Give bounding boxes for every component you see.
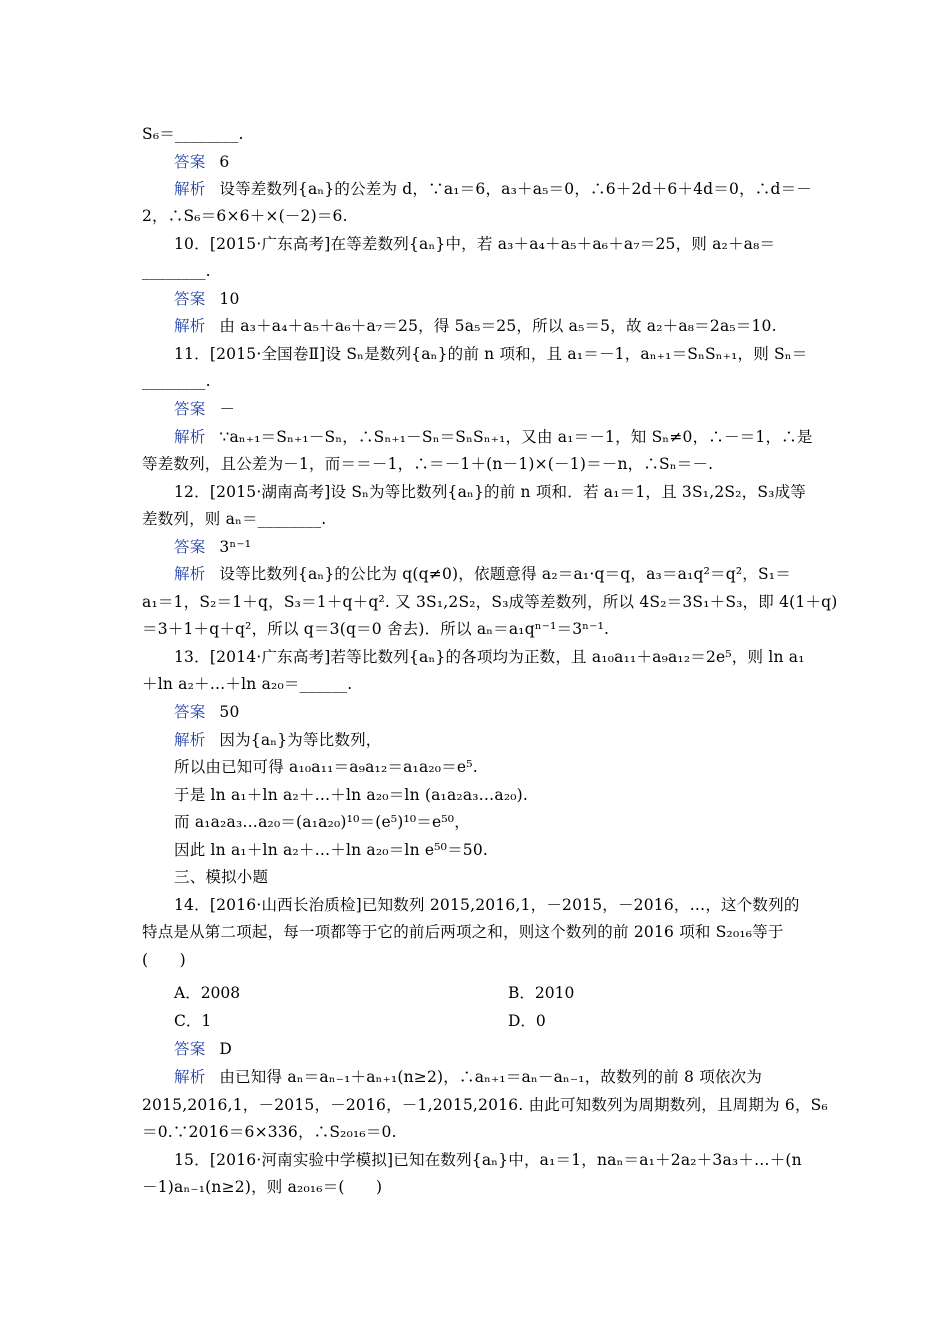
- text-line: [174, 175, 814, 203]
- text-line: [142, 1091, 828, 1119]
- text-line: [174, 781, 814, 809]
- line-text: 而 a₁a₂a₃…a₂₀＝(a₁a₂₀)¹⁰＝(e⁵)¹⁰＝e⁵⁰，: [174, 813, 470, 831]
- line-text: S₆＝________.: [142, 125, 244, 143]
- text-line: [174, 726, 814, 754]
- answer-label: 答案: [174, 153, 206, 171]
- answer-label: 答案: [174, 538, 206, 556]
- text-line: [174, 698, 814, 726]
- line-text: 于是 ln a₁＋ln a₂＋…＋ln a₂₀＝ln (a₁a₂a₃…a₂₀).: [174, 786, 529, 804]
- line-text: 因为{aₙ}为等比数列，: [219, 731, 382, 749]
- line-text: 由 a₃＋a₄＋a₅＋a₆＋a₇＝25，得 5a₅＝25，所以 a₅＝5，故 a₂＋a₈＝2a₅＝10.: [219, 317, 777, 335]
- text-line: [174, 423, 814, 451]
- text-line: [174, 478, 814, 506]
- line-text: 特点是从第二项起，每一项都等于它的前后两项之和，则这个数列的前 2016 项和 S₂₀₁₆等于: [142, 923, 784, 941]
- line-text: ＋ln a₂＋…＋ln a₂₀＝______.: [142, 675, 353, 693]
- text-line: [142, 1118, 812, 1146]
- answer-label: 答案: [174, 400, 206, 418]
- analysis-label: 解析: [174, 565, 206, 583]
- answer-label: 答案: [174, 290, 206, 308]
- line-text: ________.: [142, 372, 211, 390]
- analysis-label: 解析: [174, 180, 206, 198]
- line-text: 因此 ln a₁＋ln a₂＋…＋ln a₂₀＝ln e⁵⁰＝50.: [174, 841, 489, 859]
- text-line: [142, 257, 812, 285]
- text-line: [142, 615, 812, 643]
- text-line: [174, 533, 814, 561]
- line-text: ( ): [142, 951, 186, 969]
- text-line: [142, 1173, 812, 1201]
- line-text: 三、模拟小题: [174, 868, 269, 886]
- line-text: ＝3＋1＋q＋q²，所以 q＝3(q＝0 舍去)．所以 aₙ＝a₁qⁿ⁻¹＝3ⁿ⁻¹.: [142, 620, 610, 638]
- line-text: 13．[2014·广东高考]若等比数列{aₙ}的各项均为正数，且 a₁₀a₁₁＋a₉a₁₂＝2e⁵，则 ln a₁: [174, 648, 805, 666]
- line-text: ________.: [142, 262, 211, 280]
- text-line: [142, 367, 812, 395]
- text-line: [174, 1063, 814, 1091]
- line-text: 设等差数列{aₙ}的公差为 d，∵a₁＝6，a₃＋a₅＝0，∴6＋2d＋6＋4d＝0，∴d＝－: [219, 180, 812, 198]
- line-text: 50: [219, 703, 240, 721]
- choice-a: A．2008: [174, 984, 241, 1002]
- line-text: 差数列，则 aₙ＝________.: [142, 510, 327, 528]
- line-text: 6: [219, 153, 230, 171]
- text-line: [174, 863, 814, 891]
- line-text: 2，∴S₆＝6×6＋×(－2)＝6.: [142, 207, 348, 225]
- text-line: [142, 918, 812, 946]
- text-line: [174, 312, 814, 340]
- text-line: [174, 753, 814, 781]
- text-line: [174, 643, 814, 671]
- text-line: [142, 450, 812, 478]
- line-text: 2015,2016,1，－2015，－2016，－1,2015,2016. 由此可知数列为周期数列，且周期为 6，S₆: [142, 1096, 828, 1114]
- text-line: [174, 340, 814, 368]
- choice-c: C．1: [174, 1012, 212, 1030]
- line-text: 14．[2016·山西长治质检]已知数列 2015,2016,1，－2015，－2016，…，这个数列的: [174, 896, 800, 914]
- line-text: D: [219, 1040, 233, 1058]
- line-text: 10．[2015·广东高考]在等差数列{aₙ}中，若 a₃＋a₄＋a₅＋a₆＋a₇＝25，则 a₂＋a₈＝: [174, 235, 776, 253]
- text-line: [142, 202, 812, 230]
- text-line: [142, 120, 812, 148]
- line-text: 11．[2015·全国卷Ⅱ]设 Sₙ是数列{aₙ}的前 n 项和，且 a₁＝－1，aₙ₊₁＝SₙSₙ₊₁，则 Sₙ＝: [174, 345, 808, 363]
- analysis-label: 解析: [174, 1068, 206, 1086]
- answer-label: 答案: [174, 703, 206, 721]
- choice-b: B．2010: [508, 984, 575, 1002]
- text-line: [174, 285, 814, 313]
- line-text: 所以由已知可得 a₁₀a₁₁＝a₉a₁₂＝a₁a₂₀＝e⁵.: [174, 758, 478, 776]
- line-text: 由已知得 aₙ＝aₙ₋₁＋aₙ₊₁(n≥2)，∴aₙ₊₁＝aₙ－aₙ₋₁，故数列的前 8 项依次为: [219, 1068, 763, 1086]
- line-text: 设等比数列{aₙ}的公比为 q(q≠0)，依题意得 a₂＝a₁·q＝q，a₃＝a₁q²＝q²，S₁＝: [219, 565, 791, 583]
- analysis-label: 解析: [174, 317, 206, 335]
- line-text: 15．[2016·河南实验中学模拟]已知在数列{aₙ}中，a₁＝1，naₙ＝a₁＋2a₂＋3a₃＋…＋(n: [174, 1151, 802, 1169]
- line-text: －: [219, 400, 236, 418]
- text-line: [142, 946, 812, 974]
- line-text: －1)aₙ₋₁(n≥2)，则 a₂₀₁₆＝( ): [142, 1178, 383, 1196]
- text-line: [174, 1146, 814, 1174]
- choice-d: D．0: [508, 1012, 546, 1030]
- line-text: a₁＝1，S₂＝1＋q，S₃＝1＋q＋q². 又 3S₁,2S₂，S₃成等差数列，所以 4S₂＝3S₁＋S₃，即 4(1＋q): [142, 593, 838, 611]
- line-text: 3ⁿ⁻¹: [219, 538, 252, 556]
- line-text: ＝0.∵2016＝6×336，∴S₂₀₁₆＝0.: [142, 1123, 397, 1141]
- text-line: [174, 395, 814, 423]
- text-line: [142, 505, 812, 533]
- text-line: [174, 560, 814, 588]
- text-line: [174, 148, 814, 176]
- text-line: [174, 230, 814, 258]
- analysis-label: 解析: [174, 731, 206, 749]
- analysis-label: 解析: [174, 428, 206, 446]
- text-line: [174, 1035, 814, 1063]
- text-line: [142, 588, 838, 616]
- text-line: [174, 891, 814, 919]
- text-line: [142, 670, 812, 698]
- line-text: 12．[2015·湖南高考]设 Sₙ为等比数列{aₙ}的前 n 项和．若 a₁＝1，且 3S₁,2S₂，S₃成等: [174, 483, 806, 501]
- text-line: [174, 836, 814, 864]
- line-text: 等差数列，且公差为－1，而＝＝－1，∴＝－1＋(n－1)×(－1)＝－n，∴Sₙ＝－.: [142, 455, 714, 473]
- line-text: ∵aₙ₊₁＝Sₙ₊₁－Sₙ，∴Sₙ₊₁－Sₙ＝SₙSₙ₊₁，又由 a₁＝－1，知 Sₙ≠0，∴－＝1，∴是: [219, 428, 813, 446]
- answer-label: 答案: [174, 1040, 206, 1058]
- line-text: 10: [219, 290, 240, 308]
- text-line: [174, 808, 814, 836]
